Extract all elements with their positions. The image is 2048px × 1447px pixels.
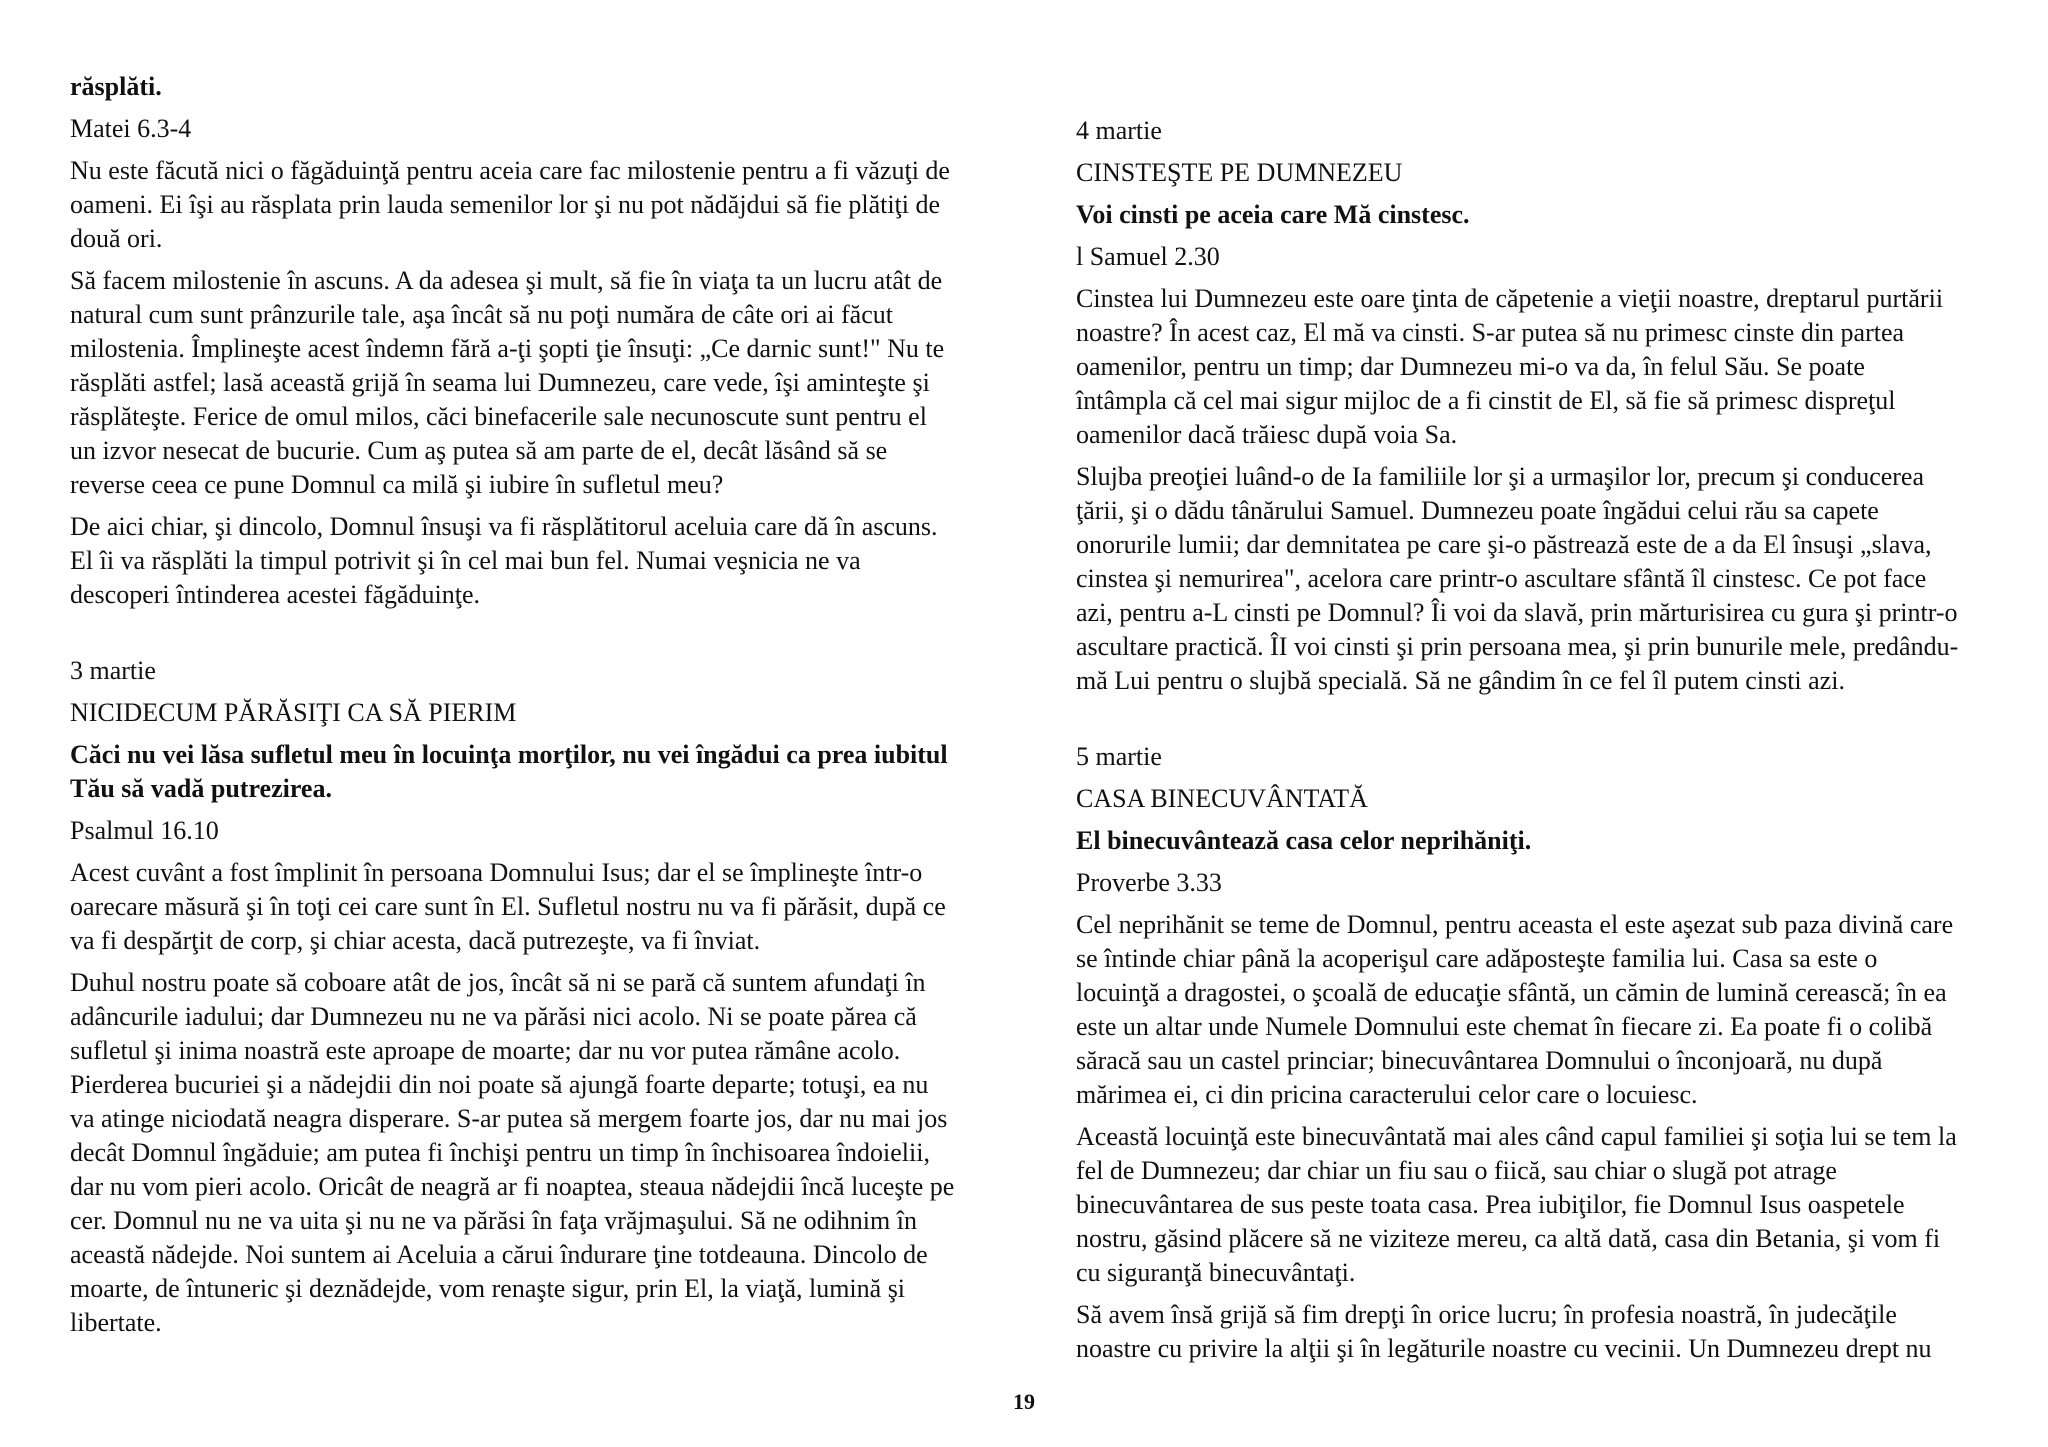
entry-paragraph: Să avem însă grijă să fim drepţi în orice lucru; în profesia noastră, în judecăţile noastre cu privire la alţii şi în legăturile noastre cu vecinii. Un Dumnezeu drept nu xyxy=(1076,1300,1932,1363)
entry-title: CASA BINECUVÂNTATĂ xyxy=(1076,784,1368,813)
page-number: 19 xyxy=(1013,1389,1035,1414)
entry-paragraph: Acest cuvânt a fost împlinit în persoana Domnului Isus; dar el se împlineşte într-o oarecare măsură şi în toţi cei care sunt în El. Sufletul nostru nu va fi părăsit, după ce va fi despărţit de corp, şi chiar acesta, dacă putrezeşte, va fi înviat. xyxy=(70,858,946,955)
entry-date: 4 martie xyxy=(1076,116,1162,145)
entry-date: 3 martie xyxy=(70,656,156,685)
entry-reference: Proverbe 3.33 xyxy=(1076,868,1222,897)
entry-paragraph: Slujba preoţiei luând-o de Ia familiile lor şi a urmaşilor lor, precum şi conducerea ţării, şi o dădu tânărului Samuel. Dumnezeu poate îngădui celui rău sa capete onorurile lumii; dar demnitatea pe care şi-o păstrează este de a da El însuşi „slava, cinstea şi nemurirea", acelora care printr-o ascultare sfântă îl cinstesc. Ce pot face azi, pentru a-L cinsti pe Domnul? Îi voi da slavă, prin mărturisirea cu gura şi printr-o ascultare practică. ÎI voi cinsti şi prin persoana mea, şi prin bunurile mele, predându- mă Lui pentru o slujbă specială. Să ne gândim în ce fel îl putem cinsti azi. xyxy=(1076,462,1959,695)
entry-title: NICIDECUM PĂRĂSIŢI CA SĂ PIERIM xyxy=(70,698,517,727)
carryover-reference: Matei 6.3-4 xyxy=(70,114,192,143)
entry-paragraph: Cinstea lui Dumnezeu este oare ţinta de căpetenie a vieţii noastre, dreptarul purtării noastre? În acest caz, El mă va cinsti. S-ar putea să nu primesc cinste din partea oamenilor, pentru un timp; dar Dumnezeu mi-o va da, în felul Său. Se poate întâmpla că cel mai sigur mijloc de a fi cinstit de El, să fie să primesc dispreţul oamenilor dacă trăiesc după voia Sa. xyxy=(1076,284,1944,449)
entry-reference: l Samuel 2.30 xyxy=(1076,242,1220,271)
entry-title: CINSTEŞTE PE DUMNEZEU xyxy=(1076,158,1403,187)
carryover-paragraph: Să facem milostenie în ascuns. A da adesea şi mult, să fie în viaţa ta un lucru atât de natural cum sunt prânzurile tale, aşa încât să nu poţi număra de câte ori ai făcut milostenia. Împlineşte acest îndemn fără a-ţi şopti ţie însuţi: „Ce darnic sunt!" Nu te răsplăti astfel; lasă această grijă în seama lui Dumnezeu, care vede, îşi aminteşte şi răsplăteşte. Ferice de omul milos, căci binefacerile sale necunoscute sunt pentru el un izvor nesecat de bucurie. Cum aş putea să am parte de el, decât lăsând să se reverse ceea ce pune Domnul ca milă şi iubire în sufletul meu? xyxy=(70,266,945,499)
entry-reference: Psalmul 16.10 xyxy=(70,816,219,845)
entry-verse: El binecuvântează casa celor neprihăniţi. xyxy=(1076,826,1532,855)
entry-paragraph: Această locuinţă este binecuvântată mai ales când capul familiei şi soţia lui se tem la fel de Dumnezeu; dar chiar un fiu sau o fiică, sau chiar o slugă pot atrage binecuvântarea de sus peste toata casa. Prea iubiţilor, fie Domnul Isus oaspetele nostru, găsind plăcere să ne viziteze mereu, ca altă dată, casa din Betania, şi vom fi cu siguranţă binecuvântaţi. xyxy=(1076,1122,1957,1287)
entry-verse: Căci nu vei lăsa sufletul meu în locuinţa morţilor, nu vei îngădui ca prea iubitul Tău să vadă putrezirea. xyxy=(70,740,948,803)
carryover-paragraph: Nu este făcută nici o făgăduinţă pentru aceia care fac milostenie pentru a fi văzuţi de oameni. Ei îşi au răsplata prin lauda semenilor lor şi nu pot nădăjdui să fie plătiţi de două ori. xyxy=(70,156,950,253)
carryover-verse: răsplăti. xyxy=(70,72,162,101)
section-gap xyxy=(1076,706,1996,740)
entry-paragraph: Cel neprihănit se teme de Domnul, pentru aceasta el este aşezat sub paza divină care se întinde chiar până la acoperişul care adăposteşte familia lui. Casa sa este o locuinţă a dragostei, o şcoală de educaţie sfântă, un cămin de lumină cerească; în ea este un altar unde Numele Domnului este chemat în fiecare zi. Ea poate fi o colibă săracă sau un castel princiar; binecuvântarea Domnului o înconjoară, nu după mărimea ei, ci din pricina caracterului celor care o locuiesc. xyxy=(1076,910,1954,1109)
entry-verse: Voi cinsti pe aceia care Mă cinstesc. xyxy=(1076,200,1470,229)
right-column xyxy=(1076,114,1996,1374)
section-gap xyxy=(70,620,990,654)
entry-paragraph: Duhul nostru poate să coboare atât de jos, încât să ni se pară că suntem afundaţi în adâncurile iadului; dar Dumnezeu nu ne va părăsi nici acolo. Ni se poate părea că sufletul şi inima noastră este aproape de moarte; dar nu vor putea rămâne acolo. Pierderea bucuriei şi a nădejdii din noi poate să ajungă foarte departe; totuşi, ea nu va atinge niciodată neagra disperare. S-ar putea să mergem foarte jos, dar nu mai jos decât Domnul îngăduie; am putea fi închişi pentru un timp în închisoarea îndoielii, dar nu vom pieri acolo. Oricât de neagră ar fi noaptea, steaua nădejdii încă luceşte pe cer. Domnul nu ne va uita şi nu ne va părăsi în faţa vrăjmaşului. Să ne odihnim în această nădejde. Noi suntem ai Aceluia a cărui îndurare ţine totdeauna. Dincolo de moarte, de întuneric şi deznădejde, vom renaşte sigur, prin El, la viaţă, lumină şi libertate. xyxy=(70,968,955,1337)
left-column xyxy=(70,70,990,1348)
carryover-paragraph: De aici chiar, şi dincolo, Domnul însuşi va fi răsplătitorul aceluia care dă în ascuns. El îi va răsplăti la timpul potrivit şi în cel mai bun fel. Numai veşnicia ne va descoperi întinderea acestei făgăduinţe. xyxy=(70,512,938,609)
entry-date: 5 martie xyxy=(1076,742,1162,771)
